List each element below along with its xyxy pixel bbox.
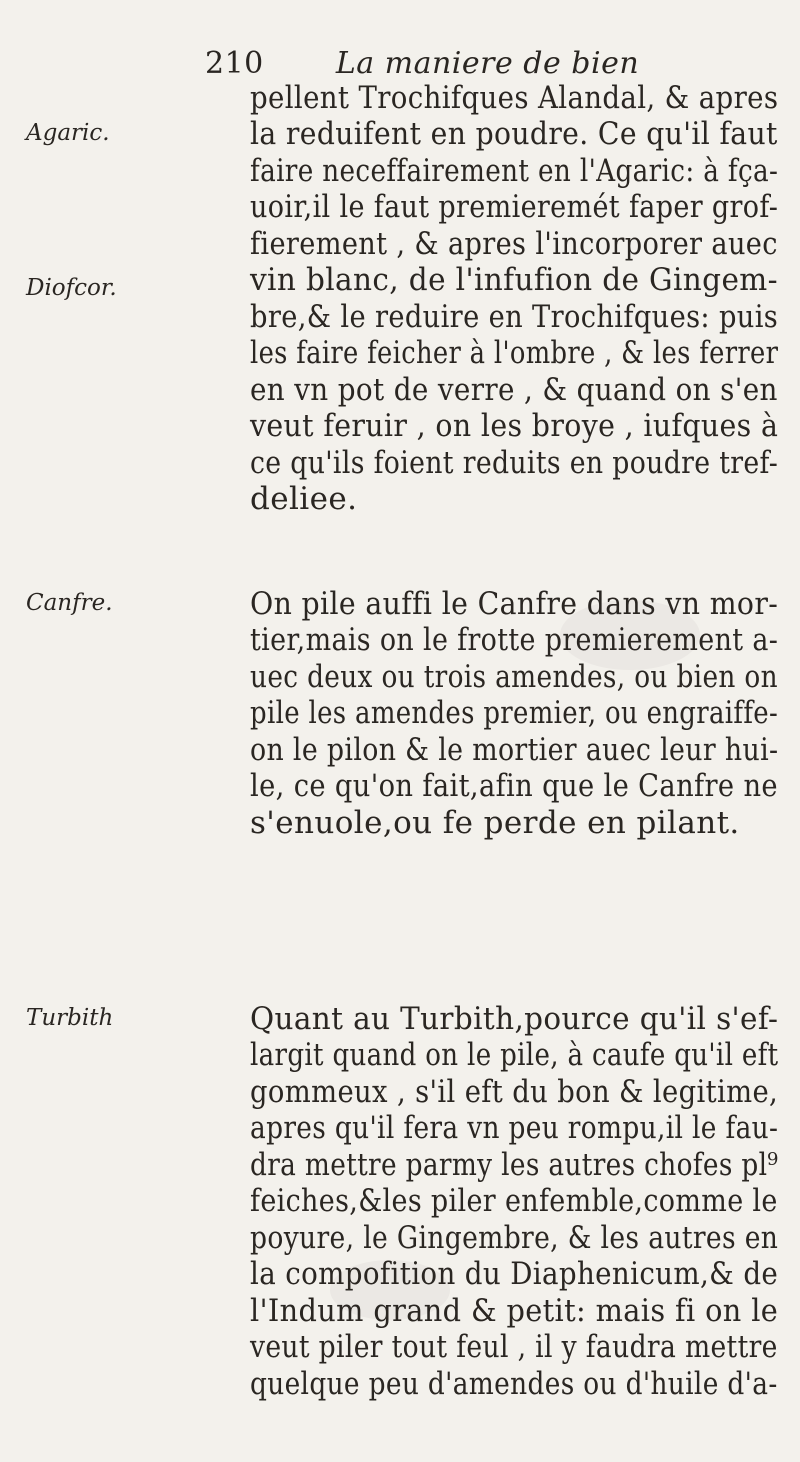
text-line: poyure, le Gingembre, & les autres en [250, 1220, 779, 1256]
page-number: 210 [205, 46, 264, 81]
text-line: pellent Trochifques Alandal, & apres [250, 80, 779, 116]
margin-note-dioscor: Diofcor. [26, 275, 117, 301]
text-line: le, ce qu'on fait,afin que le Canfre ne [250, 768, 778, 804]
page-header [205, 46, 639, 81]
text-line: apres qu'il fera vn peu rompu,il le fau- [250, 1110, 779, 1146]
text-line: quelque peu d'amendes ou d'huile d'a- [250, 1366, 778, 1402]
text-line: vin blanc, de l'infufion de Gingem- [250, 262, 778, 298]
text-line: uoir,il le faut premieremét faper grof- [250, 189, 779, 225]
running-title: La maniere de bien [335, 46, 640, 81]
text-line: tier,mais on le frotte premierement a- [250, 622, 779, 658]
text-line: ce qu'ils foient reduits en poudre tref- [250, 445, 779, 481]
margin-note-turbith: Turbith [26, 1005, 114, 1031]
text-line: faire neceffairement en l'Agaric: à fça- [250, 153, 779, 189]
text-line: deliee. [250, 481, 358, 517]
text-line: largit quand on le pile, à caufe qu'il eft [250, 1037, 779, 1073]
text-line: veut feruir , on les broye , iufques à [250, 408, 779, 444]
text-line: la reduifent en poudre. Ce qu'il faut [250, 116, 778, 152]
text-line: fierement , & apres l'incorporer auec [250, 226, 778, 262]
text-line: gommeux , s'il eft du bon & legitime, [250, 1074, 779, 1110]
text-line: uec deux ou trois amendes, ou bien on [250, 659, 778, 695]
text-line: veut piler tout feul , il y faudra mettre [250, 1329, 778, 1365]
text-line: Quant au Turbith,pource qu'il s'ef- [250, 1001, 779, 1037]
text-line: feiches,&les piler enfemble,comme le [250, 1183, 778, 1219]
text-line: les faire feicher à l'ombre , & les ferrer [250, 335, 779, 371]
margin-note-agaric: Agaric. [26, 120, 110, 146]
text-line: la compofition du Diaphenicum,& de [250, 1256, 779, 1292]
text-line: pile les amendes premier, ou engraiffe- [250, 695, 779, 731]
text-line: bre,& le reduire en Trochifques: puis [250, 299, 779, 335]
margin-note-canfre: Canfre. [26, 590, 113, 616]
text-line: dra mettre parmy les autres chofes pl⁹ [250, 1147, 779, 1183]
text-line: on le pilon & le mortier auec leur hui- [250, 732, 779, 768]
text-line: s'enuole,ou fe perde en pilant. [250, 805, 740, 841]
text-line: On pile auffi le Canfre dans vn mor- [250, 586, 779, 622]
text-line: l'Indum grand & petit: mais fi on le [250, 1293, 779, 1329]
text-line: en vn pot de verre , & quand on s'en [250, 372, 778, 408]
